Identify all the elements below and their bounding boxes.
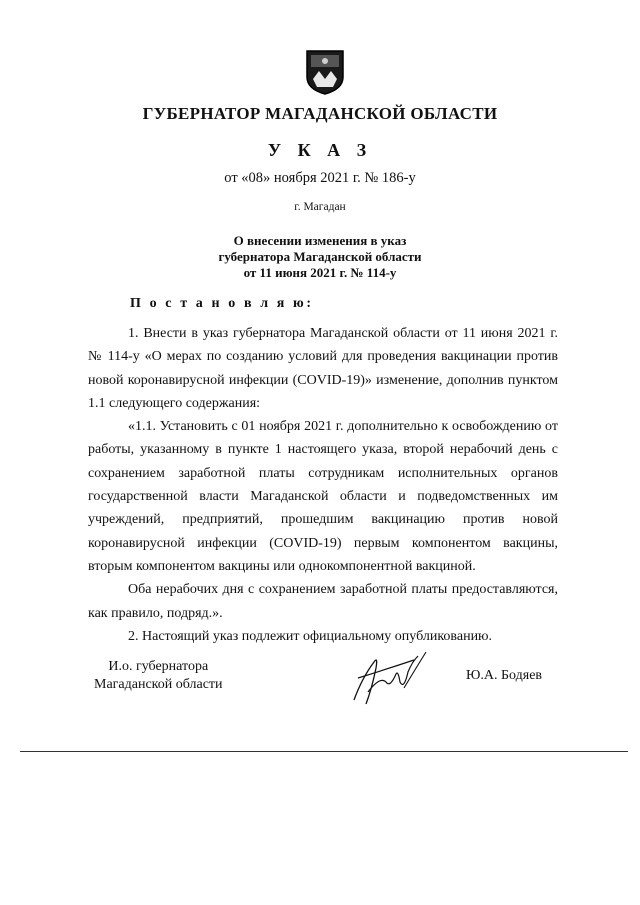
signatory-title-line: Магаданской области [94, 677, 223, 692]
document-type: У К А З [267, 140, 373, 160]
subject-line: губернатора Магаданской области [218, 249, 422, 264]
subject-line: О внесении изменения в указ [233, 233, 407, 248]
signatory-title [94, 658, 223, 694]
bottom-divider [20, 751, 628, 752]
subject-line: от 11 июня 2021 г. № 114-у [243, 265, 397, 280]
organization-title: ГУБЕРНАТОР МАГАДАНСКОЙ ОБЛАСТИ [142, 104, 498, 123]
document-body [88, 322, 558, 648]
document-subject [0, 233, 640, 281]
decree-word: П о с т а н о в л я ю: [130, 296, 314, 311]
signatory-title-line: И.о. губернатора [108, 659, 209, 674]
paragraph: «1.1. Установить с 01 ноября 2021 г. дополнительно к освобождению от работы, указанному в пункте 1 настоящего указа, второй нерабочий день с сохранением заработной платы сотрудникам исполнительных органов государственной власти Магаданской области и подведомственных им учреждений, предприятий, прошедшим вакцинацию против новой коронавирусной инфекции (COVID-19) первым компонентом вакцины, вторым компонентом вакцины или однокомпонентной вакциной. [88, 419, 558, 574]
paragraph: Оба нерабочих дня с сохранением заработной платы предоставляются, как правило, подряд.». [88, 582, 558, 621]
signatory-name: Ю.А. Бодяев [466, 668, 543, 683]
paragraph: 2. Настоящий указ подлежит официальному опубликованию. [128, 628, 493, 644]
paragraph: 1. Внести в указ губернатора Магаданской области от 11 июня 2021 г. № 114-у «О мерах по созданию условий для проведения вакцинации против новой коронавирусной инфекции (COVID-19)» изменение, дополнив пунктом 1.1 следующего содержания: [88, 326, 558, 411]
handwritten-signature [344, 648, 434, 708]
date-number-line: от «08» ноября 2021 г. № 186-у [224, 170, 416, 186]
city: г. Магадан [294, 201, 346, 213]
coat-of-arms-icon [305, 49, 345, 95]
